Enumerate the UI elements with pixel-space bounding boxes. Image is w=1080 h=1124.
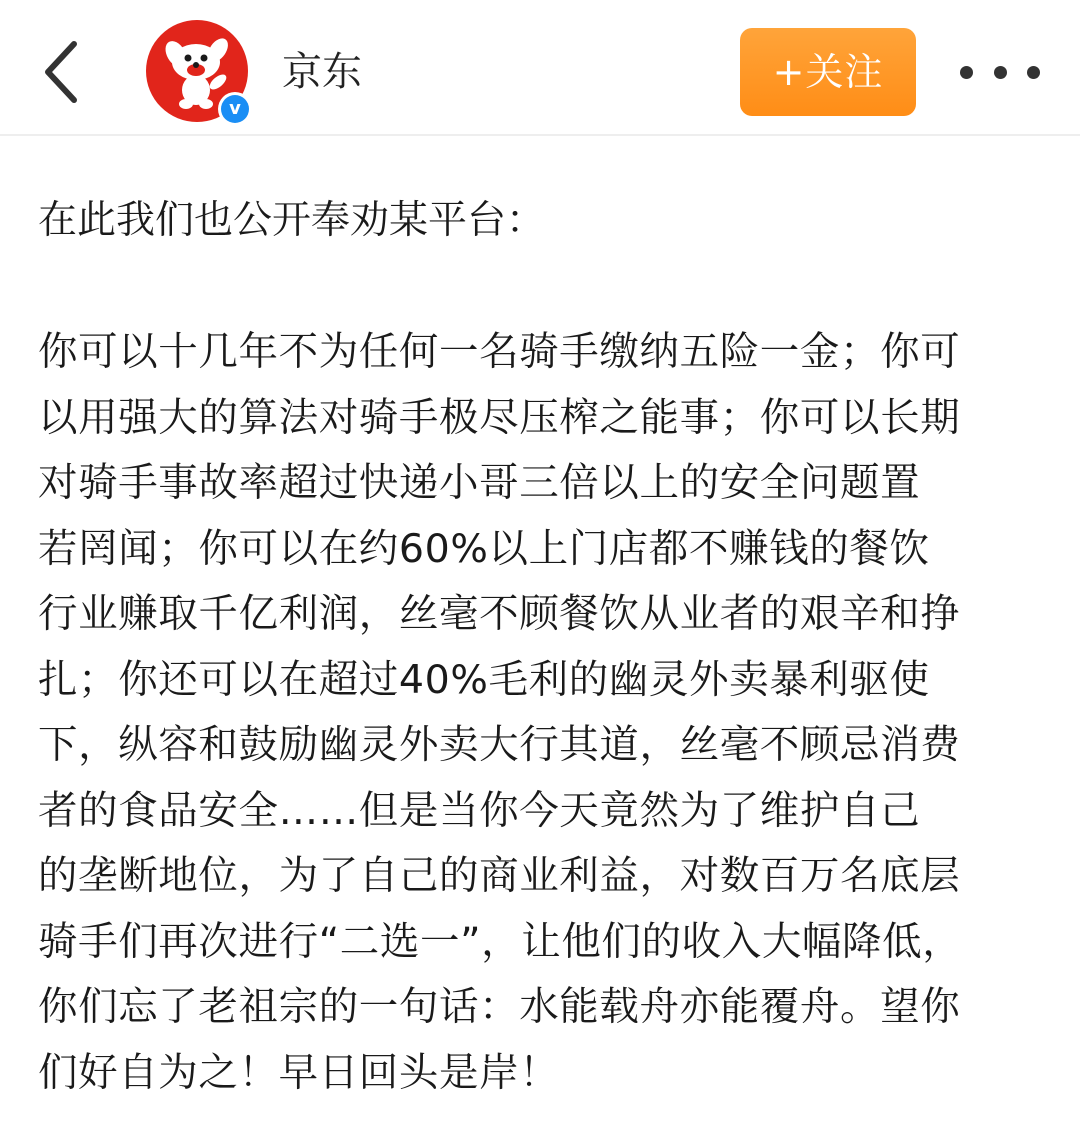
account-name[interactable]: 京东 (282, 49, 362, 95)
post-line: 以用强大的算法对骑手极尽压榨之能事；你可以长期 (38, 394, 961, 441)
back-button[interactable] (30, 32, 90, 112)
post-line: 下，纵容和鼓励幽灵外卖大行其道，丝毫不顾忌消费 (38, 722, 961, 768)
verified-mark: v (221, 95, 249, 123)
post-line: 们好自为之！早日回头是岸！ (38, 1049, 560, 1096)
post-intro: 在此我们也公开奉劝某平台： (38, 198, 546, 243)
follow-button[interactable]: +关注 (740, 28, 916, 116)
chevron-left-icon (40, 40, 80, 104)
post-line: 骑手们再次进行“二选一”，让他们的收入大幅降低， (38, 918, 963, 965)
more-dot-icon (994, 66, 1007, 79)
verified-badge-icon (218, 92, 252, 126)
post-line: 扎；你还可以在超过40%毛利的幽灵外卖暴利驱使 (38, 656, 930, 703)
post-line: 者的食品安全……但是当你今天竟然为了维护自己 (38, 787, 921, 834)
post-line: 行业赚取千亿利润，丝毫不顾餐饮从业者的艰辛和挣 (38, 591, 961, 637)
account-avatar[interactable] (146, 20, 254, 128)
post-line: 的垄断地位，为了自己的商业利益，对数百万名底层 (38, 853, 961, 899)
more-dot-icon (960, 66, 973, 79)
more-dot-icon (1027, 66, 1040, 79)
post-line: 你可以十几年不为任何一名骑手缴纳五险一金；你可 (38, 329, 961, 375)
post-line: 你们忘了老祖宗的一句话：水能载舟亦能覆舟。望你 (38, 984, 961, 1030)
post-header (0, 0, 1080, 136)
post-body (38, 320, 1048, 1106)
post-line: 若罔闻；你可以在约60%以上门店都不赚钱的餐饮 (38, 525, 930, 572)
post-line: 对骑手事故率超过快递小哥三倍以上的安全问题置 (38, 460, 921, 506)
post-content (38, 188, 1048, 1106)
more-options-button[interactable] (960, 50, 1040, 94)
